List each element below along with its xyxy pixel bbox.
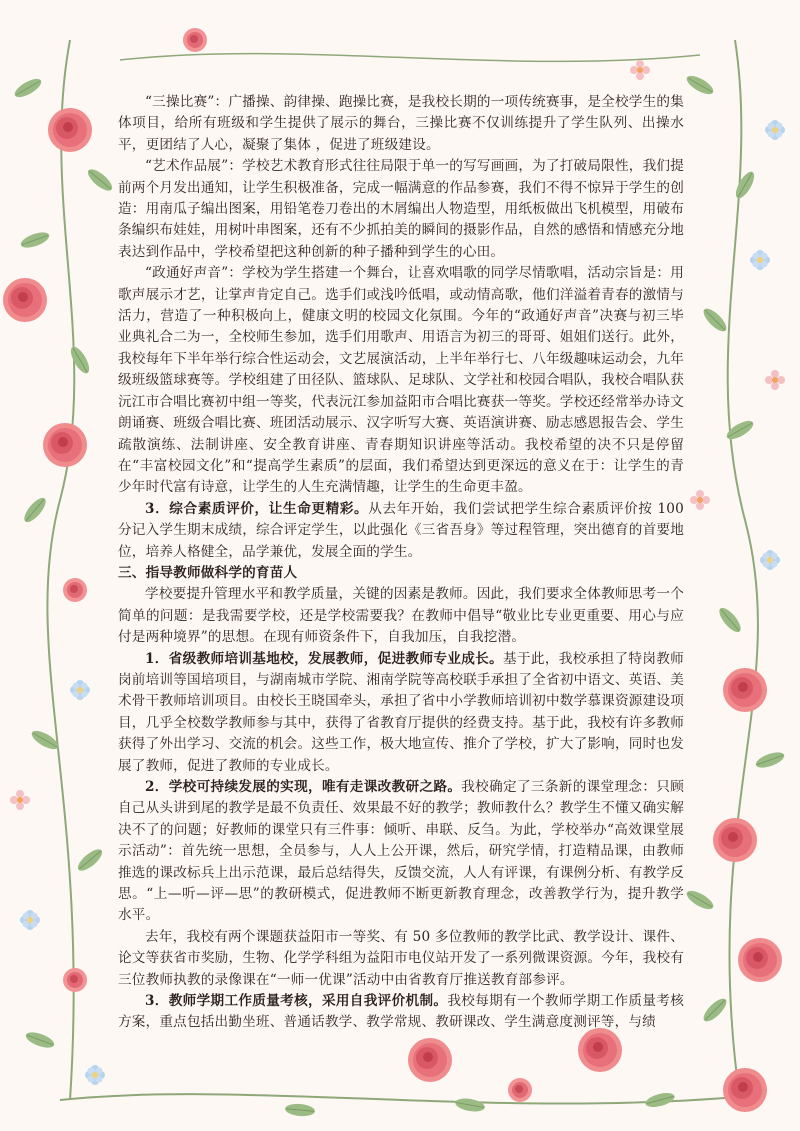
paragraph-lead: 1．省级教师培训基地校，发展教师，促进教师专业成长。: [145, 650, 504, 667]
paragraph-good-voice: “政通好声音”：学校为学生搭建一个舞台，让喜欢唱歌的同学尽情歌唱，活动宗旨是：用歌声展示才艺，让掌声肯定自己。选手们或浅吟低唱，或动情高歌，他们洋溢着青春的激情与活力，营造了一种积极向上，健康文明的校园文化氛围。今年的“政通好声音”决赛与初三毕业典礼合二为一，全校师生参加，选手们用歌声、用语言为初三的哥哥、姐姐们送行。此外，我校每年下半年举行综合性运动会，文艺展演活动，上半年举行七、八年级趣味运动会，九年级班级篮球赛等。学校组建了田径队、篮球队、足球队、文学社和校园合唱队，我校合唱队获沅江市合唱比赛初中组一等奖，代表沅江参加益阳市合唱比赛获一等奖。学校还经常举办诗文朗诵赛、班级合唱比赛、班团活动展示、汉字听写大赛、英语演讲赛、励志感恩报告会、学生疏散演练、法制讲座、安全教育讲座、青春期知识讲座等活动。我校希望的决不只是停留在“丰富校园文化”和“提高学生素质”的层面，我们希望达到更深远的意义在于：让学生的青少年时代富有诗意，让学生的人生充满情趣，让学生的生命更丰盈。: [118, 265, 684, 496]
paragraph-three-exercises: “三操比赛”：广播操、韵律操、跑操比赛，是我校长期的一项传统赛事，是全校学生的集体项目，给所有班级和学生提供了展示的舞台，三操比赛不仅训练提升了学生队列、出操水平，更团结了人心，凝聚了集体 ，促进了班级建设。: [118, 94, 684, 153]
paragraph-quality-evaluation: 3．综合素质评价，让生命更精彩。从去年开始，我们尝试把学生综合素质评价按 100 分记入学生期末成绩，综合评定学生，以此强化《三省吾身》等过程管理，突出德育的首要地位，培养人格健全，品学兼优，发展全面的学生。: [118, 500, 684, 560]
paragraph-lead: 3．综合素质评价，让生命更精彩。: [145, 500, 369, 517]
paragraph-art-exhibition: “艺术作品展”：学校艺术教育形式往往局限于单一的写写画画，为了打破局限性，我们提前两个月发出通知，让学生积极准备，完成一幅满意的作品参赛，我们不得不惊异于学生的创造：用南瓜子编出图案，用铅笔卷刀卷出的木屑编出人物造型，用纸板做出飞机模型，用破布条编织布娃娃，用树叶串图案，还有不少抓拍美的瞬间的摄影作品，自然的感悟和情感充分地表达到作品中，学校希望把这种创新的种子播种到学生的心田。: [118, 158, 684, 260]
paragraph-lead: 3．教师学期工作质量考核，采用自我评价机制。: [145, 993, 448, 1010]
paragraph-awards: 去年，我校有两个课题获益阳市一等奖、有 50 多位教师的教学比武、教学设计、课件、论文等获省市奖励，生物、化学学科组为益阳市电仪站开发了一系列微课资源。今年，我校有三位教师执教的录像课在“一师一优课”活动中由省教育厅推送教育部参评。: [118, 928, 684, 988]
paragraph-teachers-intro: 学校要提升管理水平和教学质量，关键的因素是教师。因此，我们要求全体教师思考一个简单的问题：是我需要学校，还是学校需要我？在教师中倡导“敬业比专业更重要、用心与应付是两种境界”的思想。在现有师资条件下，自我加压，自我挖潜。: [118, 586, 684, 646]
paragraph-assessment: 3．教师学期工作质量考核，采用自我评价机制。我校每期有一个教师学期工作质量考核方案，重点包括出勤坐班、普通话教学、教学常规、教研课改、学生满意度测评等，与绩: [118, 993, 684, 1031]
section-heading: 三、指导教师做科学的育苗人: [118, 564, 298, 581]
paragraph-curriculum-reform: 2．学校可持续发展的实现，唯有走课改教研之路。我校确定了三条新的课堂理念：只顾自己从头讲到尾的教学是最不负责任、效果最不好的教学；教师教什么？教学生不懂又确实解决不了的问题；好教师的课堂只有三件事：倾听、串联、反刍。为此，学校举办“高效课堂展示活动”：首先统一思想，全员参与，人人上公开课，然后，研究学情，打造精品课，由教师推选的课改标兵上出示范课，最后总结得失，反馈交流，人人有评课，有课例分析、有教学反思。“上—听—评—思”的教研模式，促进教师不断更新教育理念，改善教学行为，提升教学水平。: [118, 779, 684, 924]
paragraph-training-base: 1．省级教师培训基地校，发展教师，促进教师专业成长。基于此，我校承担了特岗教师岗前培训等国培项目，与湖南城市学院、湘南学院等高校联手承担了全省初中语文、英语、美术骨干教师培训项目。由校长王晓国牵头，承担了省中小学教师培训初中数学慕课资源建设项目，几乎全校数学教师参与其中，获得了省教育厅提供的经费支持。基于此，我校有许多教师获得了外出学习、交流的机会。这些工作，极大地宣传、推介了学校，扩大了影响，同时也发展了教师，促进了教师的专业成长。: [118, 650, 684, 774]
document-body: [118, 92, 684, 1034]
paragraph-lead: 2．学校可持续发展的实现，唯有走课改教研之路。: [145, 779, 462, 795]
